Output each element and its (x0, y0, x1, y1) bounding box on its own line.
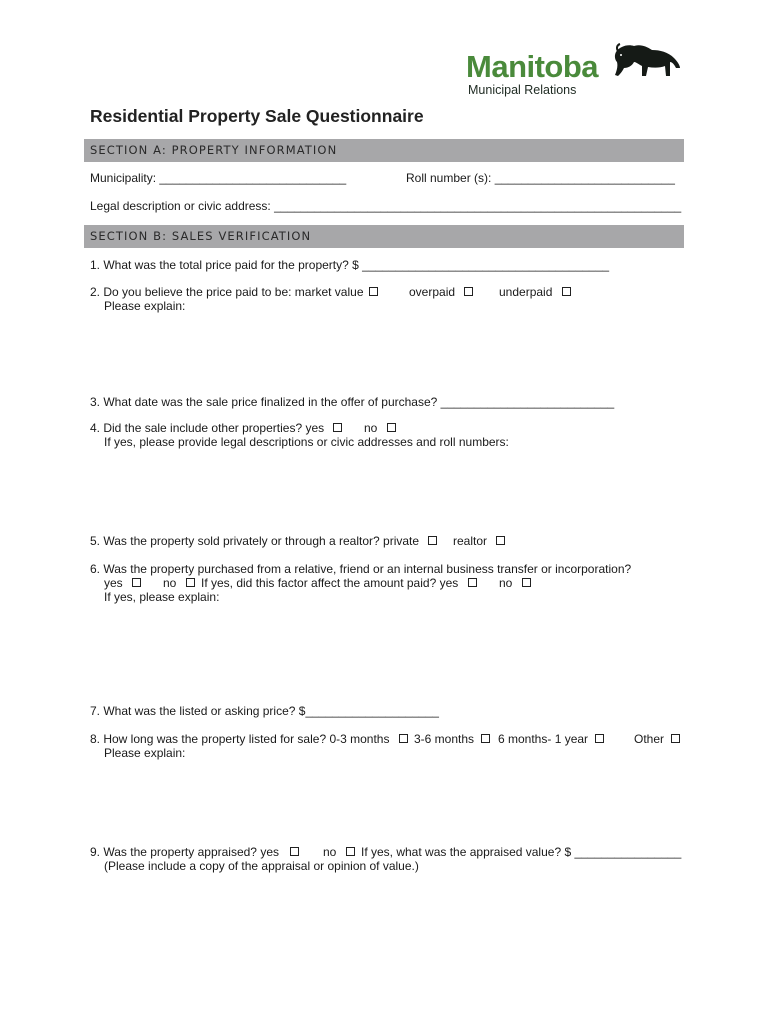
q6-no-option (163, 576, 195, 590)
q6-sub-label: If yes, did this factor affect the amount paid? yes (201, 576, 459, 590)
checkbox-q9-no[interactable] (346, 847, 355, 856)
q4-no-label: no (364, 421, 378, 435)
realtor-label: realtor (453, 534, 488, 548)
q6-yes-label: yes (104, 576, 123, 590)
checkbox-other[interactable] (671, 734, 680, 743)
checkbox-q6-yes[interactable] (132, 578, 141, 587)
checkbox-q6-affect-no[interactable] (522, 578, 531, 587)
q4-followup: If yes, please provide legal descriptions or civic addresses and roll numbers: (104, 435, 509, 449)
q7-label: 7. What was the listed or asking price? $ (90, 704, 306, 718)
q9-question (90, 845, 299, 859)
overpaid-label: overpaid (409, 285, 456, 299)
checkbox-0-3-months[interactable] (399, 734, 408, 743)
q8-other-label: Other (634, 732, 665, 746)
legal-description-field[interactable]: Legal description or civic address: _____________________________________________________________ (90, 199, 682, 213)
q8-explain-label: Please explain: (104, 746, 186, 760)
checkbox-underpaid[interactable] (562, 287, 571, 296)
q8-6-12-option (498, 732, 604, 746)
q6-no-label: no (163, 576, 177, 590)
checkbox-realtor[interactable] (496, 536, 505, 545)
q2-overpaid-option (409, 285, 473, 299)
q4-no-option (364, 421, 396, 435)
q2-question (90, 285, 378, 299)
q8-other-option (634, 732, 680, 746)
page-title: Residential Property Sale Questionnaire (90, 106, 424, 126)
bison-icon (612, 42, 684, 82)
checkbox-3-6-months[interactable] (481, 734, 490, 743)
checkbox-q6-affect-yes[interactable] (468, 578, 477, 587)
q7-asking-price-field[interactable]: ____________________ (305, 704, 439, 718)
q4-label: 4. Did the sale include other properties? yes (90, 421, 325, 435)
q9-note: (Please include a copy of the appraisal or opinion of value.) (104, 859, 419, 873)
q5-label: 5. Was the property sold privately or through a realtor? private (90, 534, 420, 548)
logo-wordmark: Manitoba (466, 49, 599, 84)
q9-no-label: no (323, 845, 337, 859)
q9-no-option (323, 845, 355, 859)
q8-3-6-label: 3-6 months (414, 732, 475, 746)
checkbox-6-12-months[interactable] (595, 734, 604, 743)
roll-number-field[interactable]: Roll number (s): ___________________________ (406, 171, 675, 185)
checkbox-market-value[interactable] (369, 287, 378, 296)
q7-question (90, 704, 439, 718)
q6-yes-option (104, 576, 141, 590)
municipality-field[interactable]: Municipality: ____________________________ (90, 171, 347, 185)
checkbox-q9-yes[interactable] (290, 847, 299, 856)
q5-realtor-option (453, 534, 505, 548)
underpaid-label: underpaid (499, 285, 553, 299)
q3-date-finalized[interactable]: 3. What date was the sale price finalized in the offer of purchase? __________________________ (90, 395, 615, 409)
q8-6-12-label: 6 months- 1 year (498, 732, 589, 746)
checkbox-overpaid[interactable] (464, 287, 473, 296)
q2-underpaid-option (499, 285, 571, 299)
q1-total-price[interactable]: 1. What was the total price paid for the property? $ _____________________________________ (90, 258, 610, 272)
q6-sub-no-option (499, 576, 531, 590)
q2-explain-label: Please explain: (104, 299, 186, 313)
checkbox-q6-no[interactable] (186, 578, 195, 587)
checkbox-q4-no[interactable] (387, 423, 396, 432)
q6-sub-no-label: no (499, 576, 513, 590)
q6-sub-question (201, 576, 477, 590)
q9-appraised-value-field[interactable]: If yes, what was the appraised value? $ ________________ (361, 845, 682, 859)
q5-question (90, 534, 437, 548)
section-a-header: SECTION A: PROPERTY INFORMATION (84, 139, 684, 162)
q8-question (90, 732, 408, 746)
q2-label: 2. Do you believe the price paid to be: market value (90, 285, 364, 299)
checkbox-private[interactable] (428, 536, 437, 545)
logo-subtitle: Municipal Relations (468, 83, 577, 97)
q8-label: 8. How long was the property listed for sale? 0-3 months (90, 732, 390, 746)
q6-explain-label: If yes, please explain: (104, 590, 220, 604)
checkbox-q4-yes[interactable] (333, 423, 342, 432)
section-b-header: SECTION B: SALES VERIFICATION (84, 225, 684, 248)
q9-label: 9. Was the property appraised? yes (90, 845, 279, 859)
q8-3-6-option (414, 732, 490, 746)
q4-question (90, 421, 342, 435)
q6-question: 6. Was the property purchased from a relative, friend or an internal business transfer or incorporation? (90, 562, 632, 576)
